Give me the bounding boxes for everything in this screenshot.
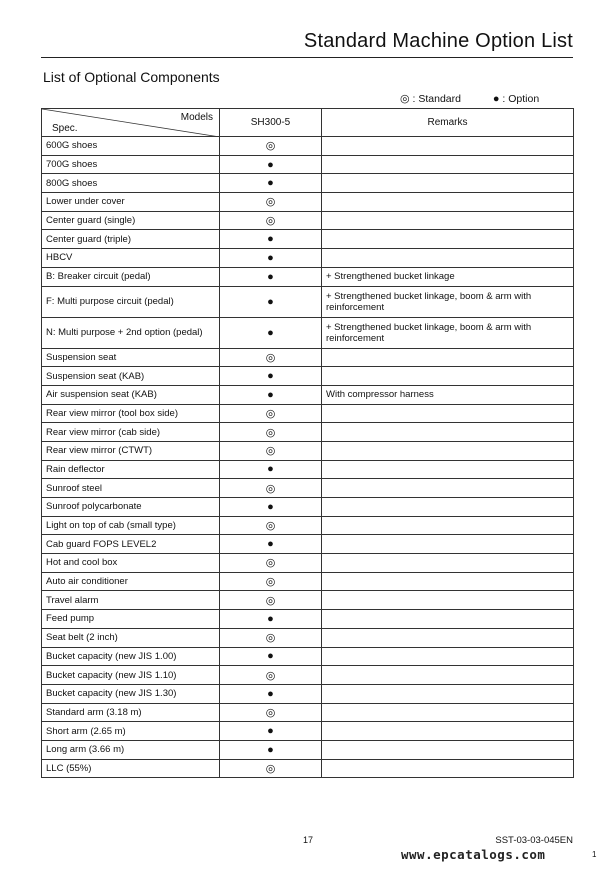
options-table	[41, 108, 574, 778]
option-symbol: ●	[492, 93, 500, 105]
table-row	[42, 441, 574, 460]
standard-mark-icon: ◎	[220, 516, 322, 535]
models-label: Models	[180, 112, 213, 123]
standard-mark-icon: ◎	[220, 628, 322, 647]
remarks-cell	[322, 535, 574, 554]
table-row	[42, 666, 574, 685]
spec-cell: Bucket capacity (new JIS 1.30)	[42, 684, 220, 703]
section-title: List of Optional Components	[43, 69, 220, 85]
table-row	[42, 591, 574, 610]
spec-cell: Hot and cool box	[42, 554, 220, 573]
remarks-cell: + Strengthened bucket linkage, boom & arm with reinforcement	[322, 317, 574, 348]
spec-cell: Suspension seat	[42, 348, 220, 367]
spec-cell: 700G shoes	[42, 155, 220, 174]
option-mark-icon: ●	[220, 684, 322, 703]
standard-mark-icon: ◎	[220, 193, 322, 212]
option-mark-icon: ●	[220, 286, 322, 317]
remarks-cell	[322, 441, 574, 460]
table-row	[42, 348, 574, 367]
remarks-cell	[322, 423, 574, 442]
spec-cell: Rear view mirror (cab side)	[42, 423, 220, 442]
spec-cell: Rear view mirror (tool box side)	[42, 404, 220, 423]
table-row	[42, 479, 574, 498]
spec-cell: Bucket capacity (new JIS 1.10)	[42, 666, 220, 685]
option-mark-icon: ●	[220, 249, 322, 268]
table-row	[42, 317, 574, 348]
spec-cell: Sunroof polycarbonate	[42, 498, 220, 517]
spec-cell: Suspension seat (KAB)	[42, 367, 220, 386]
standard-mark-icon: ◎	[220, 137, 322, 156]
table-row	[42, 367, 574, 386]
remarks-cell	[322, 174, 574, 193]
table-row	[42, 211, 574, 230]
standard-mark-icon: ◎	[220, 423, 322, 442]
remarks-cell	[322, 479, 574, 498]
table-row	[42, 385, 574, 404]
spec-cell: LLC (55%)	[42, 759, 220, 778]
remarks-column-header: Remarks	[322, 109, 574, 137]
spec-cell: 800G shoes	[42, 174, 220, 193]
remarks-cell	[322, 591, 574, 610]
spec-cell: Standard arm (3.18 m)	[42, 703, 220, 722]
legend	[400, 92, 539, 105]
standard-mark-icon: ◎	[220, 591, 322, 610]
spec-cell: Center guard (triple)	[42, 230, 220, 249]
option-mark-icon: ●	[220, 647, 322, 666]
option-mark-icon: ●	[220, 535, 322, 554]
spec-cell: Air suspension seat (KAB)	[42, 385, 220, 404]
remarks-cell	[322, 155, 574, 174]
remarks-cell	[322, 460, 574, 479]
standard-mark-icon: ◎	[220, 479, 322, 498]
remarks-cell	[322, 628, 574, 647]
model-column-header: SH300-5	[220, 109, 322, 137]
title-rule	[41, 57, 573, 58]
table-row	[42, 740, 574, 759]
option-mark-icon: ●	[220, 367, 322, 386]
spec-cell: Cab guard FOPS LEVEL2	[42, 535, 220, 554]
remarks-cell	[322, 137, 574, 156]
remarks-cell	[322, 211, 574, 230]
table-row	[42, 684, 574, 703]
option-mark-icon: ●	[220, 610, 322, 629]
option-label: : Option	[502, 93, 540, 105]
remarks-cell	[322, 498, 574, 517]
remarks-cell	[322, 666, 574, 685]
standard-mark-icon: ◎	[220, 572, 322, 591]
standard-label: : Standard	[412, 93, 461, 105]
spec-cell: Long arm (3.66 m)	[42, 740, 220, 759]
option-mark-icon: ●	[220, 740, 322, 759]
spec-cell: Lower under cover	[42, 193, 220, 212]
remarks-cell	[322, 610, 574, 629]
spec-cell: Travel alarm	[42, 591, 220, 610]
standard-mark-icon: ◎	[220, 404, 322, 423]
option-mark-icon: ●	[220, 317, 322, 348]
remarks-cell	[322, 404, 574, 423]
table-row	[42, 404, 574, 423]
remarks-cell	[322, 230, 574, 249]
option-mark-icon: ●	[220, 155, 322, 174]
option-mark-icon: ●	[220, 460, 322, 479]
standard-mark-icon: ◎	[220, 348, 322, 367]
remarks-cell	[322, 647, 574, 666]
table-row	[42, 703, 574, 722]
option-mark-icon: ●	[220, 498, 322, 517]
table-row	[42, 137, 574, 156]
table-row	[42, 722, 574, 741]
standard-mark-icon: ◎	[220, 441, 322, 460]
standard-mark-icon: ◎	[220, 554, 322, 573]
table-row	[42, 423, 574, 442]
standard-mark-icon: ◎	[220, 703, 322, 722]
spec-label: Spec.	[52, 123, 78, 134]
table-header-row	[42, 109, 574, 137]
remarks-cell	[322, 193, 574, 212]
document-code: SST-03-03-045EN	[495, 835, 573, 846]
spec-cell: Center guard (single)	[42, 211, 220, 230]
page-number: 17	[303, 835, 314, 845]
watermark-number: 1	[592, 850, 597, 859]
table-row	[42, 193, 574, 212]
remarks-cell	[322, 367, 574, 386]
watermark-url: www.epcatalogs.com	[401, 847, 546, 862]
option-mark-icon: ●	[220, 267, 322, 286]
page-title: Standard Machine Option List	[303, 30, 573, 52]
spec-cell: HBCV	[42, 249, 220, 268]
table-row	[42, 230, 574, 249]
table-row	[42, 155, 574, 174]
spec-cell: Feed pump	[42, 610, 220, 629]
table-row	[42, 174, 574, 193]
remarks-cell: + Strengthened bucket linkage	[322, 267, 574, 286]
remarks-cell	[322, 684, 574, 703]
remarks-cell	[322, 516, 574, 535]
table-row	[42, 572, 574, 591]
table-row	[42, 498, 574, 517]
spec-cell: B: Breaker circuit (pedal)	[42, 267, 220, 286]
spec-cell: 600G shoes	[42, 137, 220, 156]
table-row	[42, 286, 574, 317]
option-mark-icon: ●	[220, 385, 322, 404]
remarks-cell: + Strengthened bucket linkage, boom & arm with reinforcement	[322, 286, 574, 317]
standard-mark-icon: ◎	[220, 759, 322, 778]
option-mark-icon: ●	[220, 230, 322, 249]
table-row	[42, 610, 574, 629]
table-row	[42, 516, 574, 535]
remarks-cell: With compressor harness	[322, 385, 574, 404]
standard-mark-icon: ◎	[220, 666, 322, 685]
spec-cell: Rear view mirror (CTWT)	[42, 441, 220, 460]
table-row	[42, 249, 574, 268]
remarks-cell	[322, 554, 574, 573]
standard-mark-icon: ◎	[220, 211, 322, 230]
table-row	[42, 267, 574, 286]
table-row	[42, 535, 574, 554]
remarks-cell	[322, 348, 574, 367]
spec-cell: Seat belt (2 inch)	[42, 628, 220, 647]
table-row	[42, 460, 574, 479]
spec-cell: Light on top of cab (small type)	[42, 516, 220, 535]
spec-cell: Rain deflector	[42, 460, 220, 479]
table-row	[42, 628, 574, 647]
spec-models-header	[42, 109, 220, 137]
remarks-cell	[322, 722, 574, 741]
table-row	[42, 647, 574, 666]
spec-cell: F: Multi purpose circuit (pedal)	[42, 286, 220, 317]
remarks-cell	[322, 759, 574, 778]
option-mark-icon: ●	[220, 174, 322, 193]
table-row	[42, 759, 574, 778]
option-mark-icon: ●	[220, 722, 322, 741]
remarks-cell	[322, 703, 574, 722]
remarks-cell	[322, 572, 574, 591]
table-row	[42, 554, 574, 573]
spec-cell: N: Multi purpose + 2nd option (pedal)	[42, 317, 220, 348]
spec-cell: Short arm (2.65 m)	[42, 722, 220, 741]
spec-cell: Bucket capacity (new JIS 1.00)	[42, 647, 220, 666]
spec-cell: Sunroof steel	[42, 479, 220, 498]
remarks-cell	[322, 249, 574, 268]
remarks-cell	[322, 740, 574, 759]
spec-cell: Auto air conditioner	[42, 572, 220, 591]
standard-symbol: ◎	[400, 93, 410, 105]
